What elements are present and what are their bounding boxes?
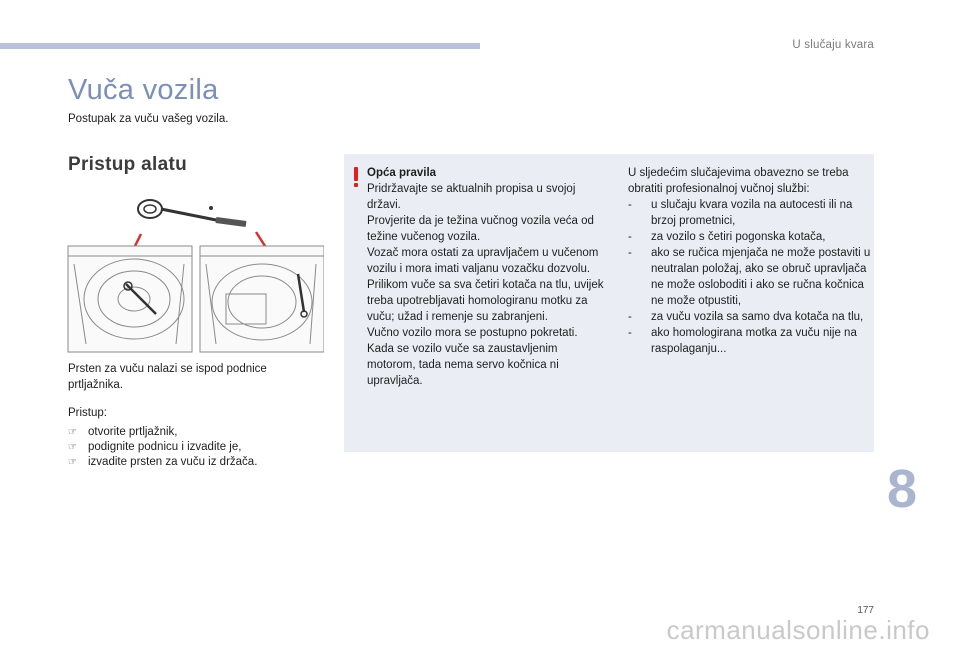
page-subtitle: Postupak za vuču vašeg vozila. [68,113,229,125]
cases-list [628,197,872,357]
list-item: - za vozilo s četiri pogonska kotača, [628,231,826,243]
general-rules-title: Opća pravila [367,167,437,179]
rule-line: Vozač mora ostati za upravljačem u vučenom vozilu i mora imati valjanu vozačku dozvolu. [367,247,599,275]
watermark: carmanualsonline.info [666,615,930,645]
towing-eye-tool [138,200,246,224]
general-rules [367,165,607,389]
pointing-finger-icon: ☞ [68,442,77,453]
cases-intro: U sljedećim slučajevima obavezno se treba obratiti profesionalnoj vučnoj službi: [628,167,849,195]
trunk-view-left [68,246,192,352]
list-item: - ako se ručica mjenjača ne može postaviti u neutralan položaj, ako se obruč upravljača ne može osloboditi i ako se ručna kočnica ne može otpustiti, [628,247,871,307]
rule-line: Provjerite da je težina vučnog vozila veća od težine vučenog vozila. [367,215,594,243]
list-item: ☞ podignite podnicu i izvadite je, [68,441,242,453]
list-item: - ako homologirana motka za vuču nije na raspolaganju... [628,327,857,355]
access-label: Pristup: [68,407,107,419]
header-bar [0,43,480,49]
pointing-finger-icon: ☞ [68,457,77,468]
trunk-view-right [200,246,324,352]
list-item: ☞ izvadite prsten za vuču iz držača. [68,456,258,468]
list-item: ☞ otvorite prtljažnik, [68,426,178,438]
rule-line: Prilikom vuče sa sva četiri kotača na tlu, uvijek treba upotrebljavati homologiranu motku za vuču; užad i remenje su zabranjeni. [367,279,604,323]
professional-cases [628,165,872,357]
page-title: Vuča vozila [68,74,219,106]
access-steps-list [68,425,257,470]
access-heading: Pristup alatu [68,154,187,175]
exclamation-icon [352,167,360,188]
towing-eye-illustration [66,194,324,354]
list-item: - u slučaju kvara vozila na autocesti ili na brzoj prometnici, [628,199,853,227]
list-item: - za vuču vozila sa samo dva kotača na tlu, [628,311,864,323]
pointing-finger-icon: ☞ [68,427,77,438]
rule-line: Vučno vozilo mora se postupno pokretati. [367,327,578,339]
rule-line: Pridržavajte se aktualnih propisa u svojoj državi. [367,183,576,211]
rule-line: Kada se vozilo vuče sa zaustavljenim motorom, tada nema servo kočnica ni upravljača. [367,343,559,387]
towing-eye-location: Prsten za vuču nalazi se ispod podnice prtljažnika. [68,363,267,391]
section-title: U slučaju kvara [792,39,874,51]
page-number: 177 [857,605,874,616]
chapter-number: 8 [887,459,918,519]
